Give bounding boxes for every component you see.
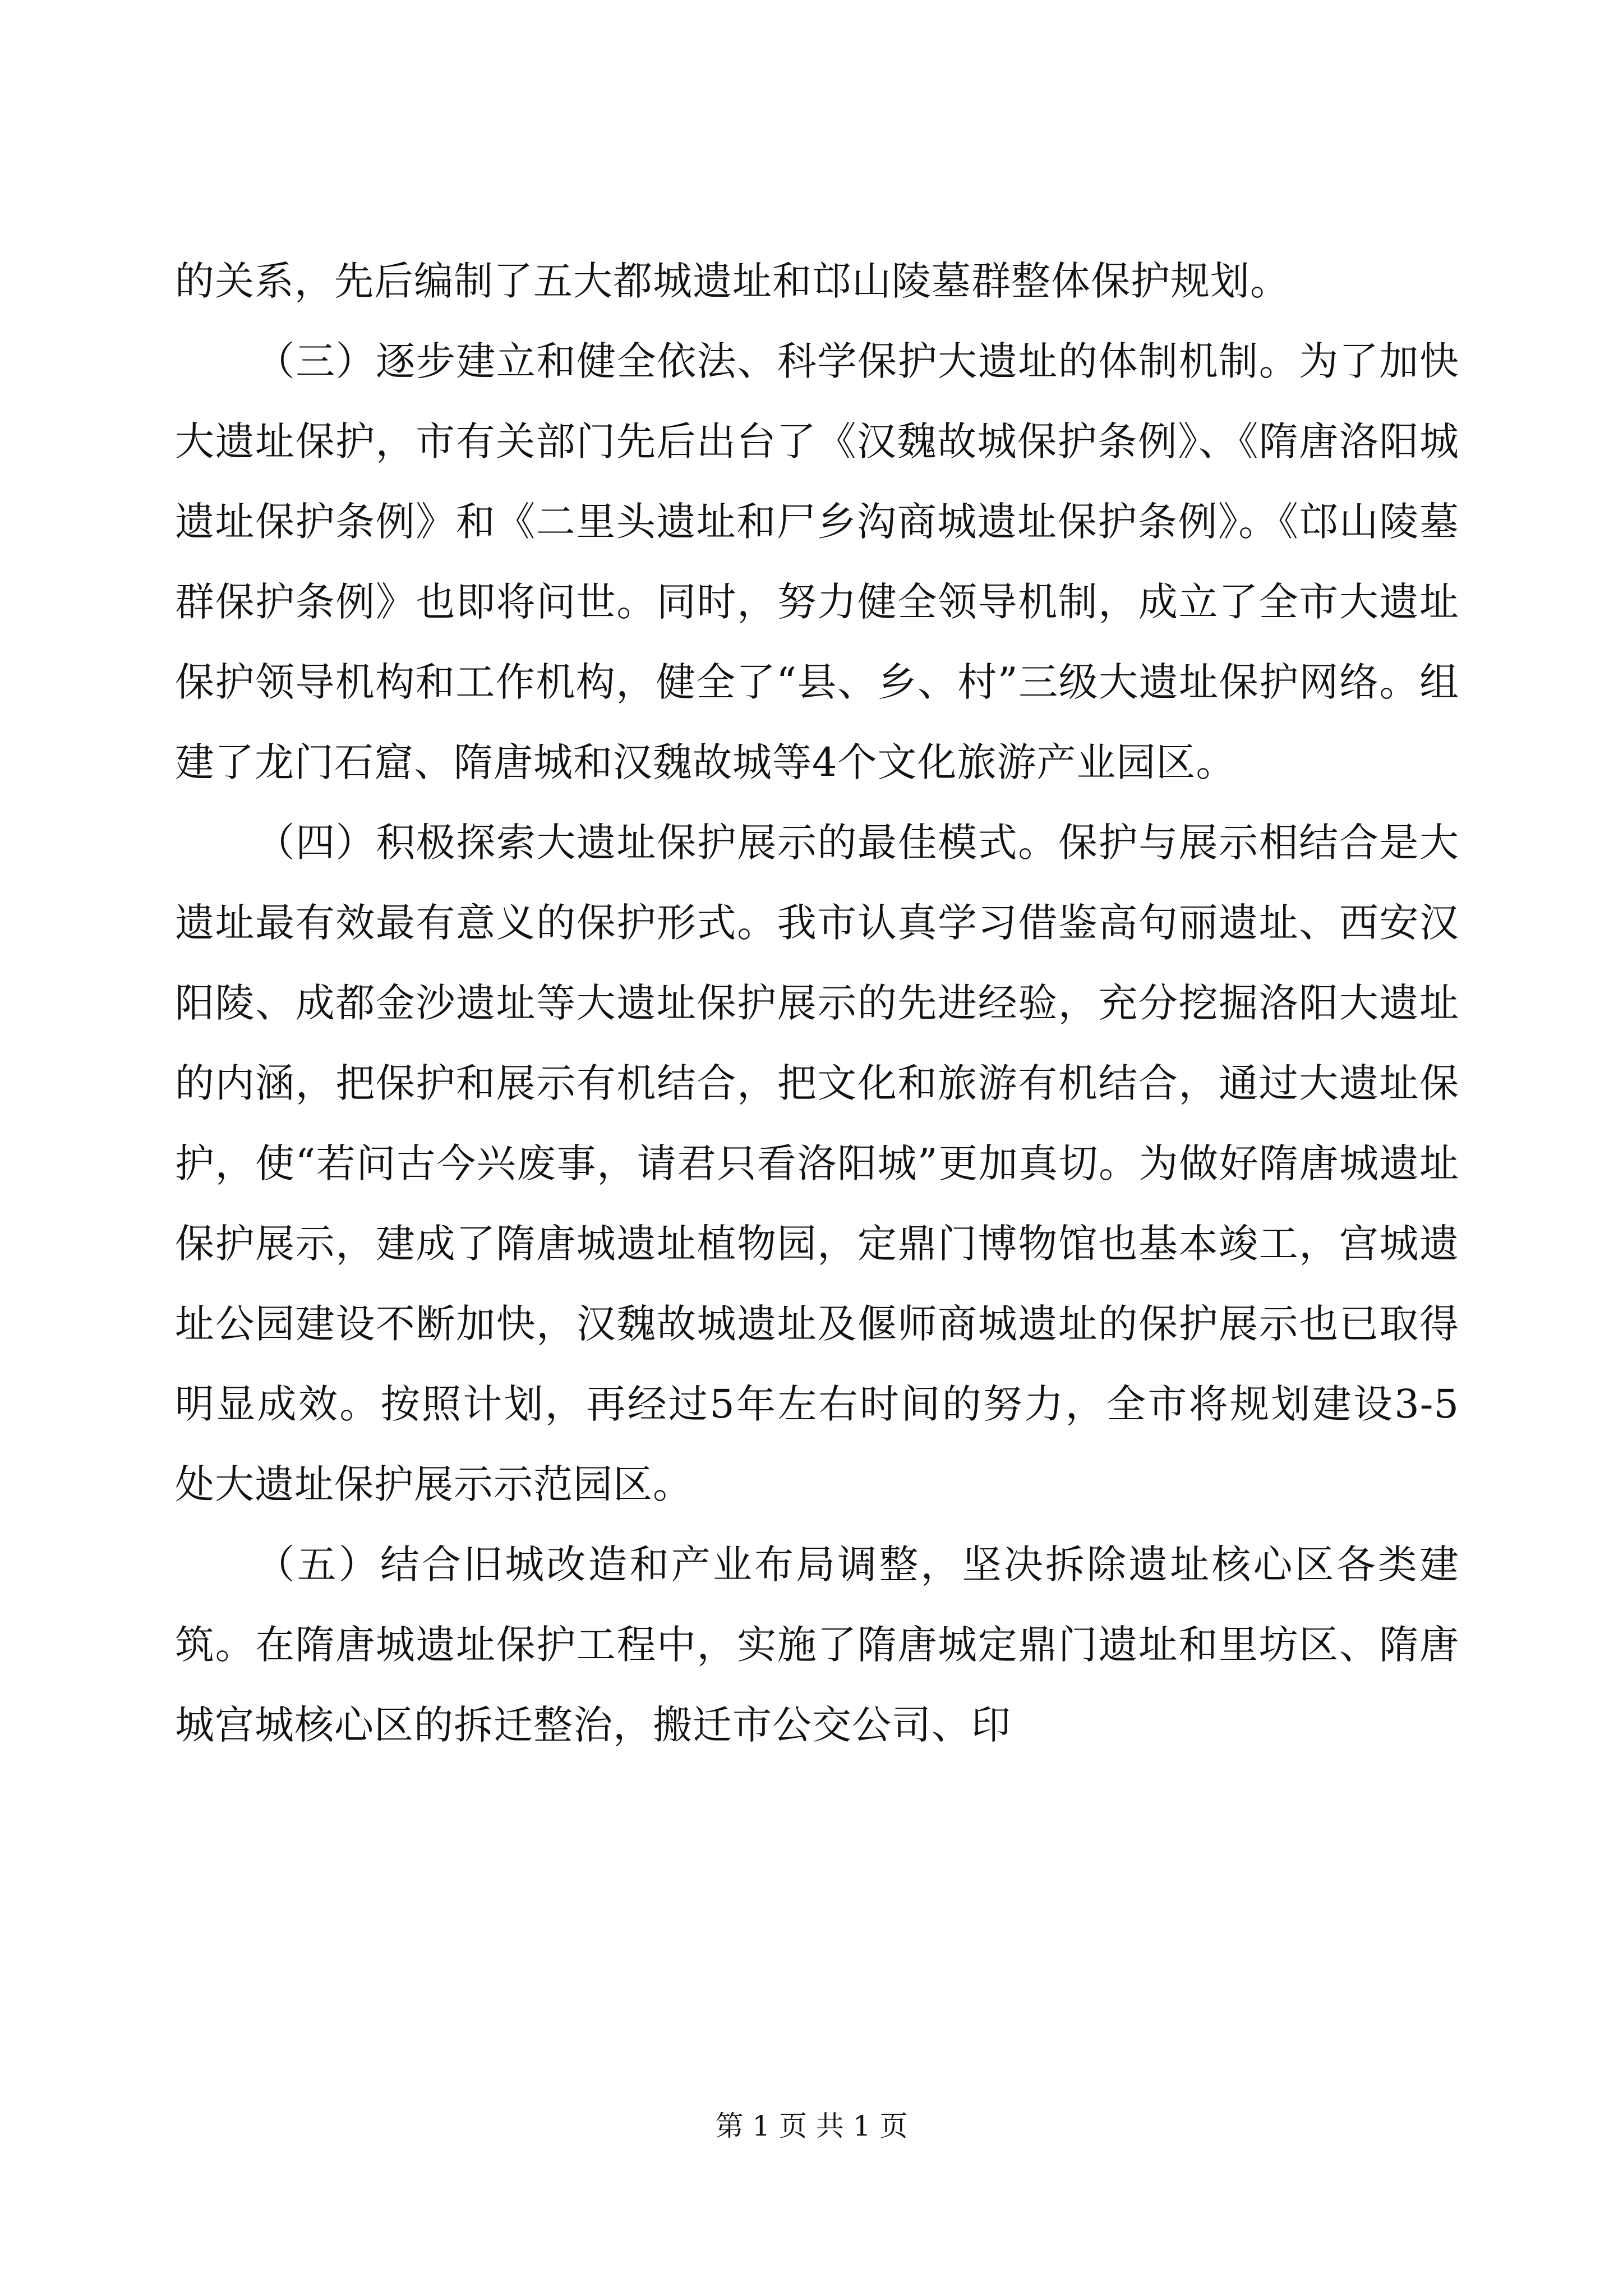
paragraph-4: （五）结合旧城改造和产业布局调整，坚决拆除遗址核心区各类建筑。在隋唐城遗址保护工程中，实施了隋唐城定鼎门遗址和里坊区、隋唐城宫城核心区的拆迁整治，搬迁市公交公司、印 (175, 1542, 1459, 1748)
document-body (175, 241, 1459, 1765)
paragraph-2: （三）逐步建立和健全依法、科学保护大遗址的体制机制。为了加快大遗址保护，市有关部门先后出台了《汉魏故城保护条例》、《隋唐洛阳城遗址保护条例》和《二里头遗址和尸乡沟商城遗址保护条例》。《邙山陵墓群保护条例》也即将问世。同时，努力健全领导机制，成立了全市大遗址保护领导机构和工作机构，健全了“县、乡、村”三级大遗址保护网络。组建了龙门石窟、隋唐城和汉魏故城等4个文化旅游产业园区。 (175, 338, 1459, 785)
page-footer: 第 1 页 共 1 页 (715, 2110, 908, 2142)
paragraph-3: （四）积极探索大遗址保护展示的最佳模式。保护与展示相结合是大遗址最有效最有意义的保护形式。我市认真学习借鉴高句丽遗址、西安汉阳陵、成都金沙遗址等大遗址保护展示的先进经验，充分挖掘洛阳大遗址的内涵，把保护和展示有机结合，把文化和旅游有机结合，通过大遗址保护，使“若问古今兴废事，请君只看洛阳城”更加真切。为做好隋唐城遗址保护展示，建成了隋唐城遗址植物园，定鼎门博物馆也基本竣工，宫城遗址公园建设不断加快，汉魏故城遗址及偃师商城遗址的保护展示也已取得明显成效。按照计划，再经过5年左右时间的努力，全市将规划建设3-5处大遗址保护展示示范园区。 (175, 820, 1459, 1507)
paragraph-1: 的关系，先后编制了五大都城遗址和邙山陵墓群整体保护规划。 (175, 258, 1290, 304)
